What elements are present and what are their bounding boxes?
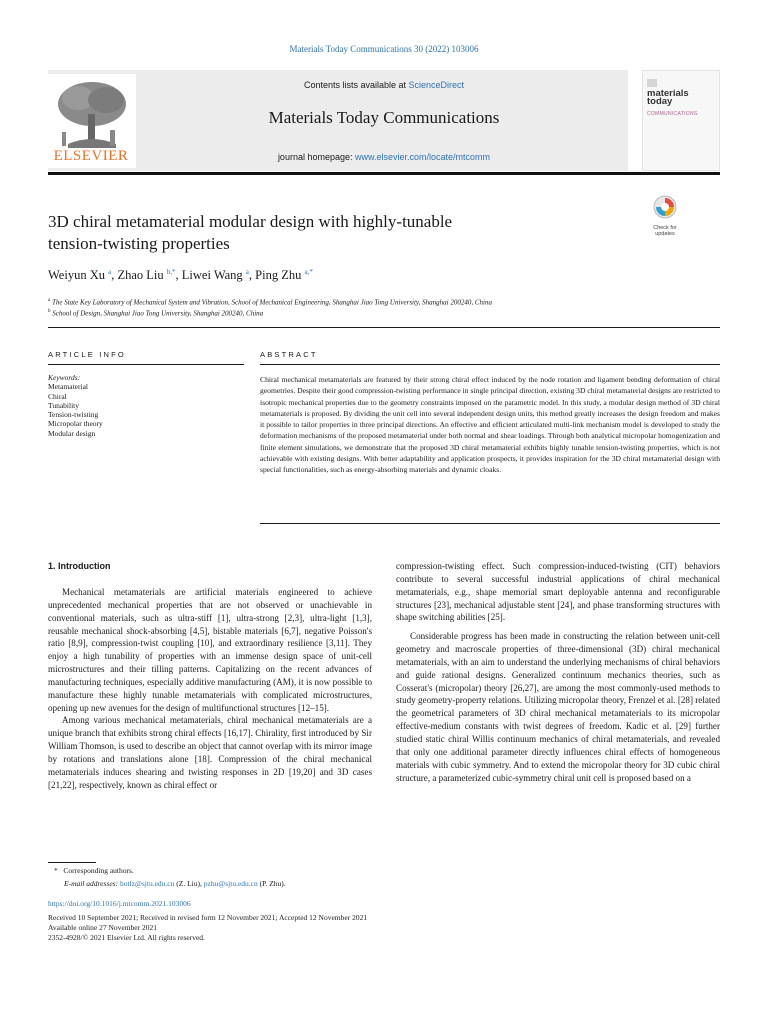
introduction-heading: 1. Introduction [48,561,111,571]
elsevier-publisher-wordmark: ELSEVIER [53,148,129,164]
right-column [396,560,720,784]
affiliations [48,296,492,319]
email-link[interactable]: pzhu@sjtu.edu.cn [203,879,258,888]
keyword-item: Modular design [48,428,96,438]
homepage-prefix: journal homepage: [277,152,355,162]
email-addresses [64,879,286,889]
author-name[interactable]: Liwei Wang [181,268,243,283]
online-date: Available online 27 November 2021 [48,923,157,932]
email-label: E-mail addresses: [64,879,119,888]
check-for-updates-button[interactable] [645,195,685,235]
author-name[interactable]: Ping Zhu [255,268,302,283]
journal-homepage-link[interactable]: www.elsevier.com/locate/mtcomm [355,152,491,162]
body-paragraph: Mechanical metamaterials are artificial materials engineered to achieve unprecedented mechanical properties that are not observed or unachievable in conventional materials, such as ultra-stiff [1], ultra-strong [2,3], ultra-light [1,3], reusable mechanical shock-absorbing [4,5], bistable materials [6,7], negative Poisson's ratio [8,9], compression-twist coupling [10], and extraordinary resilience [3,11]. They enjoy a high tunability of properties with an immense design space of unit-cell microstructures and their tilling patterns. Capitalizing on the recent advances of manufacturing techniques, especially additive manufacturing (AM), it is now possible to manufacture these highly tunable metamaterials with complicated microstructures, opening up new avenues for the design of multifunctional structures [12–15]. [48,587,372,713]
received-dates: Received 10 September 2021; Received in revised form 12 November 2021; Accepted 12 November 2021 [48,913,368,922]
article-info-rule [48,364,244,365]
journal-title: Materials Today Communications [268,108,500,127]
footnote-divider [48,862,96,863]
cover-subtitle: COMMUNICATIONS [647,111,698,117]
journal-reference-link[interactable]: Materials Today Communications 30 (2022) 103006 [289,44,479,54]
email-owner: (Z. Liu), [176,879,202,888]
body-paragraph: Considerable progress has been made in constructing the relation between unit-cell geometry and macroscale properties of three-dimensional (3D) chiral mechanical metamaterials, with an aim to understand the underlying mechanisms of chiral behaviors and guide rational designs. Generalized continuum mechanics theories, such as Cosserat's (micropolar) theory [26,27], are among the most commonly-used methods to study geometry-property relations. Utilizing micropolar theory, Frenzel et al. [28] related the geometrical parameters of 3D chiral mechanical metamaterials to its micropolar effective-medium constants with twist degrees of freedom. Kadic et al. [29] further studied static chiral Willis continuum mechanics of chiral metamaterials, and revealed that only one additional parameter directly influences chiral effects of homogeneous materials with cubic symmetry. And to extend the micropolar theory for 3D cubic chiral structure, a parameterized cubic-symmetry chiral unit cell is proposed based on a [396,631,720,783]
email-link[interactable]: hotlz@sjtu.edu.cn [119,879,175,888]
keyword-item: Chiral [48,391,67,401]
keyword-item: Metamaterial [48,382,88,392]
footnote-star: * [54,866,58,875]
contents-prefix: Contents lists available at [303,80,409,90]
abstract-bottom-rule [260,523,720,524]
body-paragraph: Among various mechanical metamaterials, chiral mechanical metamaterials are a unique branch that exhibits strong chiral effects [16,17]. Chirality, first introduced by Sir William Thomson, is used to describe an object that cannot overlap with its mirror image by rotations and translations alone [18]. Compression of the chiral mechanical metamaterials induces shearing and twisting responses in 2D [19,20] and 3D cases [21,22], respectively, known as chiral effect or [48,715,372,790]
sciencedirect-link[interactable]: ScienceDirect [408,80,465,90]
email-owner: (P. Zhu). [259,879,286,888]
affiliation-item [48,307,492,318]
keywords-label: Keywords: [48,373,81,382]
cover-title-line2: today [647,96,673,107]
paper-title [48,211,608,255]
affiliations-divider [48,327,720,328]
cover-badge [647,79,657,87]
cover-title-line1: materials [647,88,689,99]
paper-title-line1: 3D chiral metamaterial modular design with highly-tunable [48,212,453,231]
publication-dates [48,913,367,943]
author-affil-mark[interactable]: a [245,268,249,276]
paper-title-line2: tension-twisting properties [48,234,230,253]
corresponding-authors-note [54,866,134,876]
author-affil-mark[interactable]: a,* [304,268,313,276]
keywords-block [48,373,103,438]
affiliation-mark: b [48,309,51,315]
check-updates-icon [653,195,677,219]
keyword-item: Tunability [48,400,79,410]
affiliation-item [48,296,492,307]
journal-homepage-line [140,152,628,162]
journal-cover-thumbnail[interactable] [642,70,720,171]
affiliation-text: The State Key Laboratory of Mechanical System and Vibration, School of Mechanical Engineering, Shanghai Jiao Tong University, Shanghai 200240, China [51,298,492,307]
abstract-rule [260,364,720,365]
author-name[interactable]: Weiyun Xu [48,268,105,283]
left-column [48,586,372,792]
affiliation-text: School of Design, Shanghai Jiao Tong University, Shanghai 200240, China [52,309,264,318]
keyword-item: Micropolar theory [48,419,103,429]
copyright-line: 2352-4928/© 2021 Elsevier Ltd. All rights reserved. [48,933,205,942]
article-info-heading: ARTICLE INFO [48,350,126,359]
abstract-heading: ABSTRACT [260,350,318,359]
check-updates-line1: Check for [653,225,677,231]
author-affil-mark[interactable]: b,* [166,268,176,276]
author-name[interactable]: Zhao Liu [117,268,164,283]
body-paragraph: compression-twisting effect. Such compression-induced-twisting (CIT) behaviors contribute to several successful industrial applications of chiral mechanical metamaterials, e.g., shape memorial smart deployable antenna and reconfigurable structures [23], mechanical adjustable stent [24], and phase transforming structures with shape switching abilities [25]. [396,561,720,623]
check-updates-label [645,225,685,237]
header-divider [48,172,720,175]
affiliation-mark: a [48,298,51,303]
keyword-item: Tension-twisting [48,410,99,420]
contents-available-line [140,80,628,90]
abstract-text: Chiral mechanical metamaterials are featured by their strong chiral effect induced by the node rotation and ligament bending deformation of chiral geometries. Despite their good compression-twisting performance in single principal direction, existing 3D chiral metamaterial designs are restricted to isotropic mechanical properties due to the geometry constraints imposed on the parametric model. In this study, a modular design method of 3D chiral metamaterials is proposed. By dividing the unit cell into several independent design units, this method greatly increases the design freedom and makes it possible to tailor properties in three principal directions. An effective and efficient articulated multi-link mechanism model is developed to study the deformation mechanisms of the proposed metamaterial under both normal and shear loadings. Through both analytical micropolar homogenization and finite element simulations, we demonstrate that the proposed 3D chiral metamaterial exhibits highly tunable tension-twisting properties, which is not achievable with existing designs. With better adaptability and application prospects, it provides inspiration for the 3D chiral metamaterial design with special functionalities, such as energy-absorbing materials and dynamic cloaks. [260,375,720,475]
author-list: Weiyun Xu $^a$, Zhao Liu $^{b,*}$, Liwei Wang $^a$, Ping Zhu $^{a,*}$ [48,268,313,283]
author-affil-mark[interactable]: a [108,268,112,276]
corresponding-text: Corresponding authors. [63,866,134,875]
doi-link[interactable]: https://doi.org/10.1016/j.mtcomm.2021.103006 [48,899,191,908]
check-updates-line2: updates [655,231,675,237]
cover-title [647,89,689,107]
